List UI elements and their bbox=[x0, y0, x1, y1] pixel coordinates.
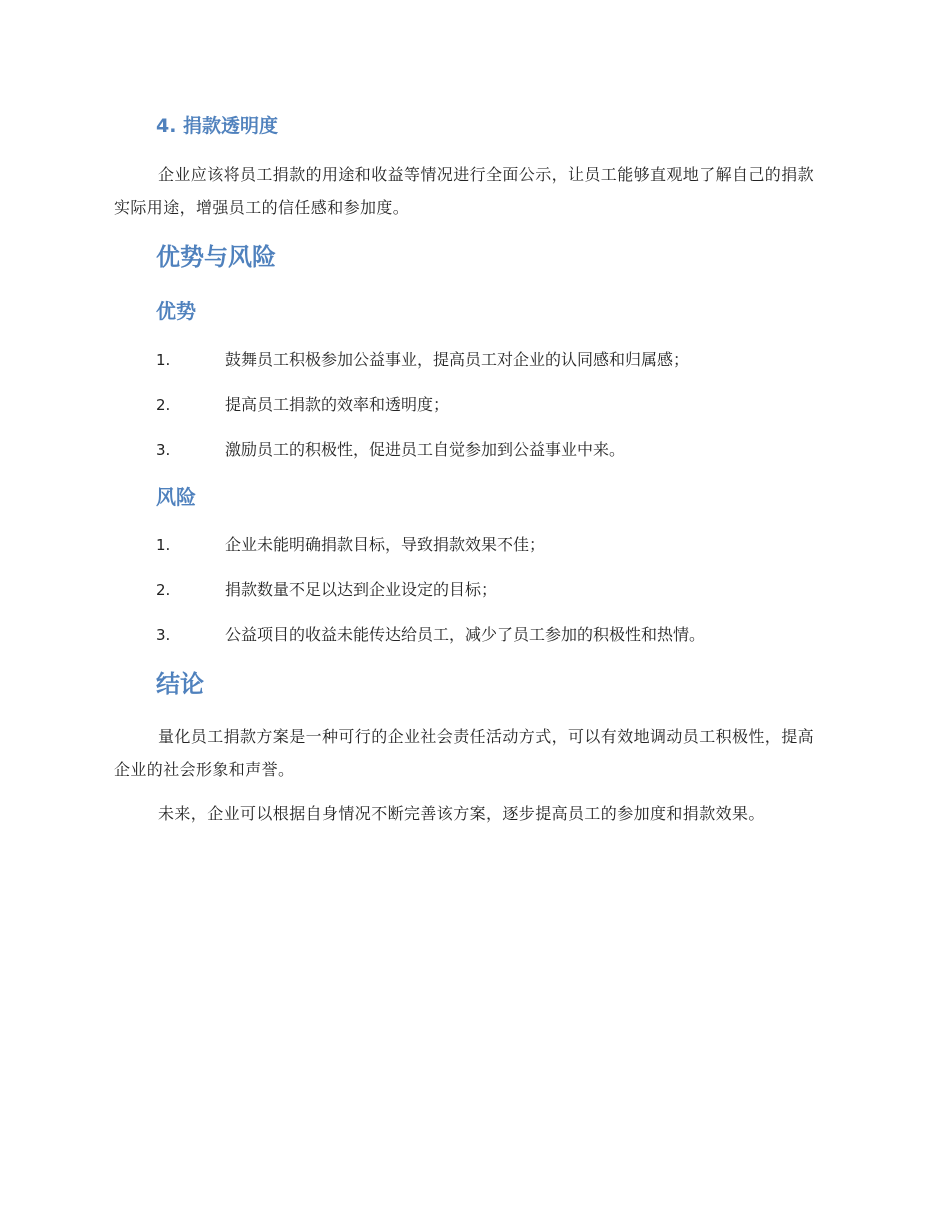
list-item-text: 公益项目的收益未能传达给员工，减少了员工参加的积极性和热情。 bbox=[225, 625, 706, 644]
list-item-text: 激励员工的积极性，促进员工自觉参加到公益事业中来。 bbox=[225, 440, 626, 459]
subheading-risks: 风险 bbox=[156, 485, 196, 509]
list-item-number: 1. bbox=[156, 351, 171, 369]
transparency-paragraph: 企业应该将员工捐款的用途和收益等情况进行全面公示，让员工能够直观地了解自己的捐款实际用途，增强员工的信任感和参加度。 bbox=[114, 165, 815, 217]
section-heading-transparency: 4. 捐款透明度 bbox=[156, 115, 279, 137]
list-item-text: 鼓舞员工积极参加公益事业，提高员工对企业的认同感和归属感； bbox=[225, 350, 690, 369]
section-heading-conclusion: 结论 bbox=[156, 670, 204, 698]
list-item-number: 2. bbox=[156, 581, 171, 599]
list-item-text: 捐款数量不足以达到企业设定的目标； bbox=[225, 580, 498, 599]
section-heading-pros-cons: 优势与风险 bbox=[156, 243, 276, 271]
conclusion-paragraph: 量化员工捐款方案是一种可行的企业社会责任活动方式，可以有效地调动员工积极性，提高企业的社会形象和声誉。 bbox=[114, 727, 815, 779]
subheading-advantages: 优势 bbox=[156, 299, 196, 323]
list-item-text: 提高员工捐款的效率和透明度； bbox=[225, 395, 450, 414]
conclusion-paragraph: 未来，企业可以根据自身情况不断完善该方案，逐步提高员工的参加度和捐款效果。 bbox=[158, 804, 765, 823]
list-item-number: 1. bbox=[156, 536, 171, 554]
list-item-number: 2. bbox=[156, 396, 171, 414]
list-item-number: 3. bbox=[156, 441, 171, 459]
list-item-number: 3. bbox=[156, 626, 171, 644]
list-item-text: 企业未能明确捐款目标，导致捐款效果不佳； bbox=[225, 535, 546, 554]
